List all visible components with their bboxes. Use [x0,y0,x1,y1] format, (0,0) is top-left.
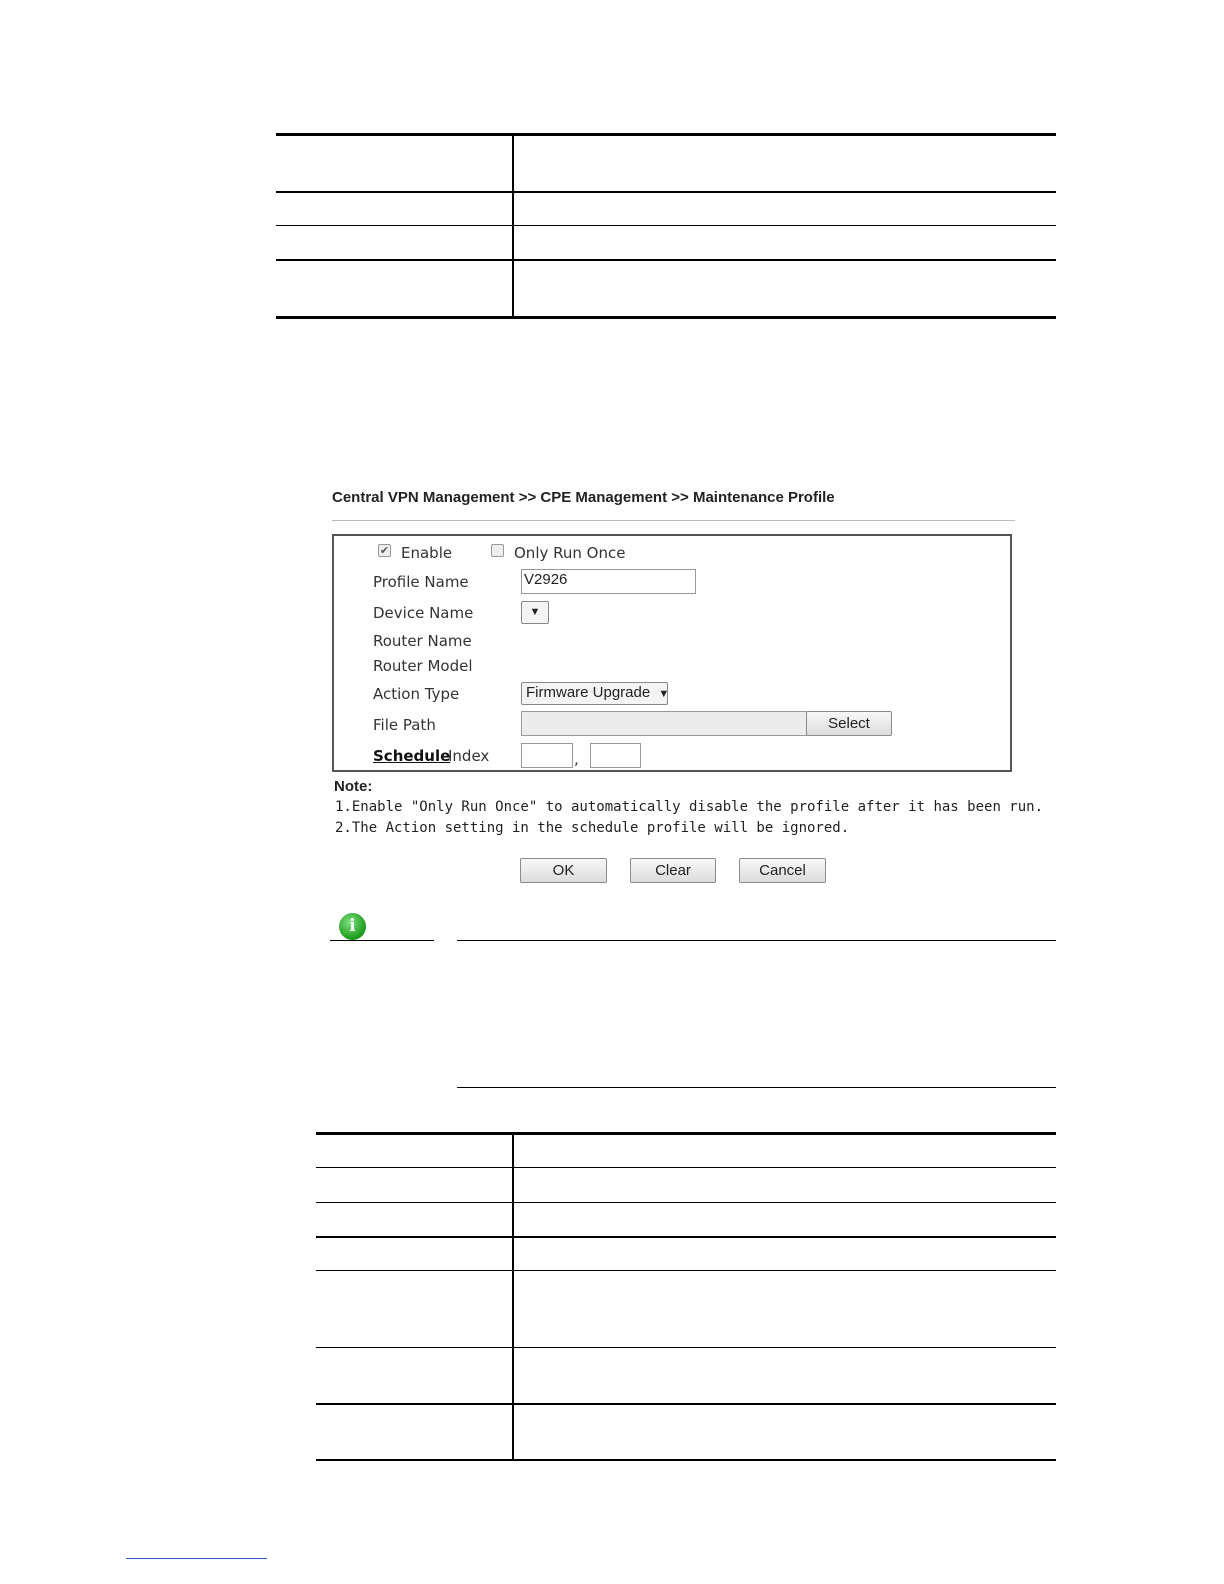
router-model-label: Router Model [373,657,473,675]
info-rule [457,1087,1056,1088]
file-path-input[interactable] [521,711,807,736]
enable-label: Enable [401,544,453,562]
only-run-once-checkbox[interactable] [491,544,504,557]
table-rule [276,133,1056,136]
breadcrumb-rule [332,520,1015,521]
note-line: 1.Enable "Only Run Once" to automatically disable the profile after it has been run. [335,799,1044,815]
footer-rule [126,1558,267,1559]
index-separator: , [574,750,579,768]
table-rule [316,1236,1056,1238]
cancel-button[interactable]: Cancel [739,858,826,883]
action-type-value: Firmware Upgrade [526,684,651,701]
enable-checkbox[interactable]: ✔ [379,544,390,557]
table-rule [316,1167,1056,1168]
chevron-down-icon: ▼ [529,606,541,618]
breadcrumb: Central VPN Management >> CPE Management >> Maintenance Profile [332,489,835,506]
table-rule [316,1270,1056,1271]
table-rule [276,259,1056,261]
table-rule [316,1459,1056,1461]
table-rule [316,1347,1056,1348]
info-icon: i [339,913,366,940]
table-rule [276,225,1056,226]
table-divider [512,1132,514,1461]
table-rule [276,316,1056,319]
clear-button[interactable]: Clear [630,858,716,883]
table-divider [512,133,514,319]
schedule-index-2-input[interactable] [590,743,641,768]
file-path-label: File Path [373,716,436,734]
info-rule [457,940,1056,941]
router-name-label: Router Name [373,632,472,650]
ok-button[interactable]: OK [520,858,607,883]
device-name-select[interactable] [521,601,549,624]
table-rule [316,1132,1056,1135]
schedule-link[interactable]: Schedule [373,747,451,765]
index-label: Index [448,747,490,765]
profile-name-input[interactable]: V2926 [521,569,696,594]
profile-name-label: Profile Name [373,573,469,591]
select-button[interactable]: Select [806,711,892,736]
info-rule [330,940,434,941]
action-type-select[interactable] [521,682,668,705]
table-rule [276,191,1056,193]
action-type-label: Action Type [373,685,460,703]
only-run-once-label: Only Run Once [514,544,626,562]
chevron-down-icon: ▼ [658,688,670,700]
table-rule [316,1403,1056,1405]
note-title: Note: [334,778,373,795]
note-line: 2.The Action setting in the schedule profile will be ignored. [335,820,850,836]
device-name-label: Device Name [373,604,474,622]
schedule-index-1-input[interactable] [521,743,573,768]
table-rule [316,1202,1056,1203]
